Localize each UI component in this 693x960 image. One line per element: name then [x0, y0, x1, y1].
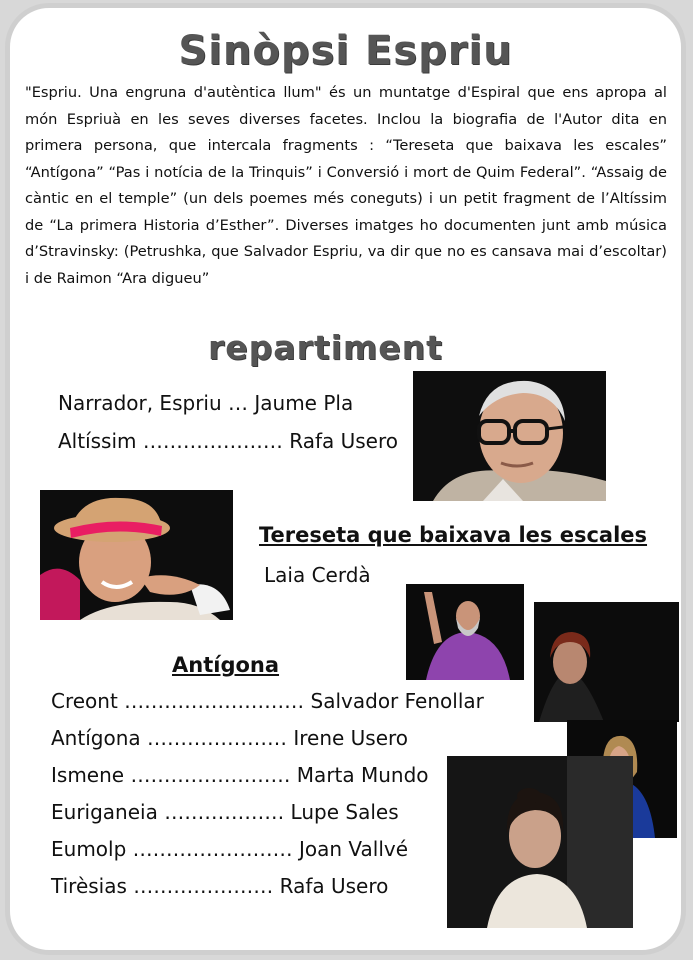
antigona-cast-line: Creont ……………………… Salvador Fenollar	[51, 689, 484, 713]
page-card	[5, 3, 686, 955]
page-title: Sinòpsi Espriu	[178, 28, 513, 74]
antigona-cast-line: Antígona ………………… Irene Usero	[51, 726, 409, 750]
photo-creont	[406, 584, 524, 680]
antigona-cast-line: Eumolp …………………… Joan Vallvé	[51, 837, 409, 861]
tereseta-actor: Laia Cerdà	[264, 563, 371, 587]
photo-laia-cerda	[40, 490, 233, 620]
cast-line-narrador: Narrador, Espriu … Jaume Pla	[58, 391, 354, 415]
tereseta-heading: Tereseta que baixava les escales	[259, 523, 648, 547]
antigona-heading: Antígona	[172, 653, 280, 677]
photo-antigona	[447, 756, 633, 928]
antigona-cast-line: Euriganeia ……………… Lupe Sales	[51, 800, 399, 824]
antigona-cast-line: Tirèsias ………………… Rafa Usero	[51, 874, 389, 898]
synopsis-text: "Espriu. Una engruna d'autèntica llum" és un muntatge d'Espiral que ens apropa al món Espriuà en les seves diverses facetes. Inclou la biografia de l'Autor dita en primera persona, que intercala fragments : “Tereseta que baixava les escales” “Antígona” “Pas i notícia de la Trinquis” i Conversió i mort de Quim Federal”. “Assaig de càntic en el temple” (un dels poemes més coneguts) i un petit fragment de l’Altíssim de “La primera Historia d’Esther”. Diverses imatges ho documenten junt amb música d’Stravinsky: (Petrushka, que Salvador Espriu, va dir que no es cansava mai d’escoltar) i de Raimon “Ara digueu”	[25, 84, 667, 287]
cast-heading: repartiment	[208, 328, 443, 367]
antigona-cast-line: Ismene …………………… Marta Mundo	[51, 763, 429, 787]
photo-jaume-pla	[413, 371, 606, 501]
cast-line-altissim: Altíssim ………………… Rafa Usero	[58, 429, 398, 453]
photo-euriganeia	[534, 602, 679, 722]
